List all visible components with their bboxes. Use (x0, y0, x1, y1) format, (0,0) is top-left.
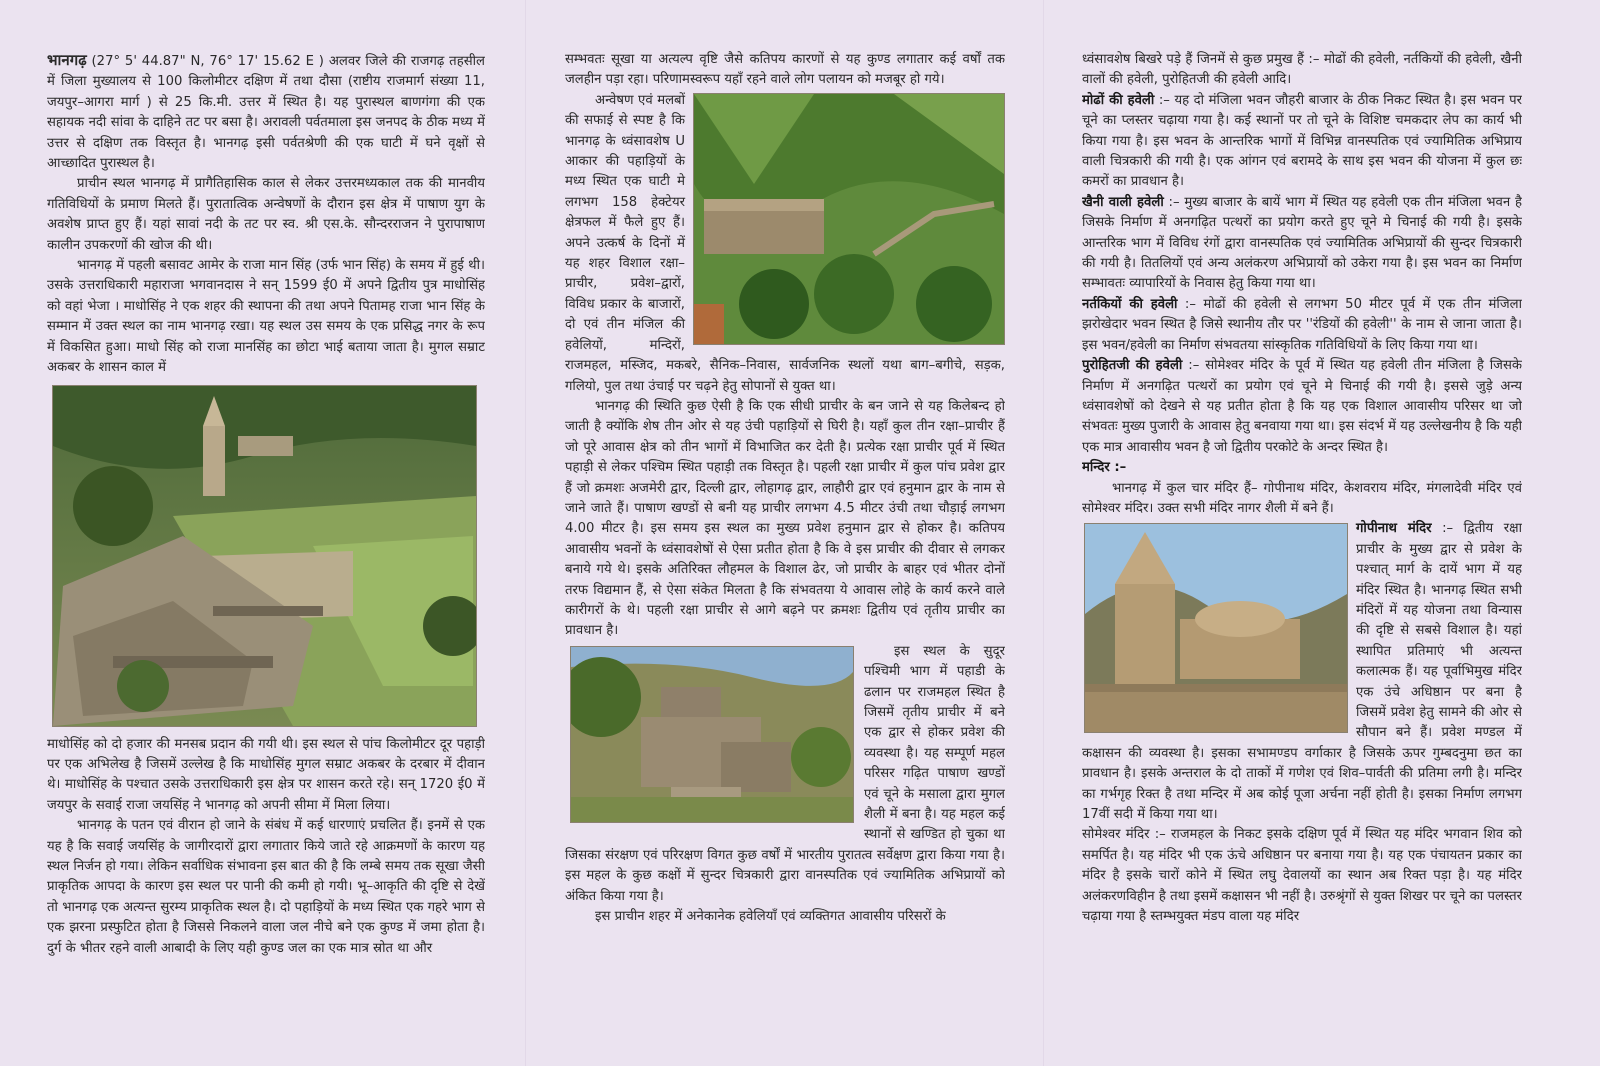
haveli-ruins-photo (570, 646, 854, 823)
paragraph: सोमेश्वर मंदिर :– राजमहल के निकट इसके दक्षिण पूर्व में स्थित यह मंदिर भगवान शिव को समर्पित है। यह मंदिर भी एक ऊंचे अधिष्ठान पर बनाया गया है। यह एक पंचायतन प्रकार का मंदिर है इसके चारों कोने में स्थित लघु देवालयों का स्थान अब रिक्त पड़ा है। यह मंदिर अलंकरणविहीन है तथा इसमें कक्षासन भी नहीं है। उरुश्रृंगों से युक्त शिखर पर चूने का पलस्तर चढ़ाया गया है स्तम्भयुक्त मंडप वाला यह मंदिर (1082, 827, 1522, 925)
coordinates: (27° 5' 44.87" N, 76° 17' 15.62 E ) (91, 54, 324, 69)
paragraph: माधोसिंह को दो हजार की मनसब प्रदान की गयी थी। इस स्थल से पांच किलोमीटर दूर पहाड़ी पर एक अभिलेख है जिसमें उल्लेख है कि माधोसिंह मुगल सम्राट अकबर के दरबार में दीवान थे। माधोसिंह के पश्चात उसके उत्तराधिकारी इस क्षेत्र पर शासन करते रहे। सन् 1720 ई0 में जयपुर के सवाई राजा जयसिंह ने भानगढ़ को अपनी सीमा में मिला लिया। (47, 736, 485, 813)
section-heading: मन्दिर :– (1082, 460, 1127, 476)
paragraph: गोपीनाथ मंदिर :– द्वितीय रक्षा प्राचीर के मुख्य द्वार से प्रवेश के पश्चात् मार्ग के दायें भाग में यह मंदिर स्थित है। भानगढ़ स्थित सभी मंदिरों में यह योजना तथा विन्यास की दृष्टि से सबसे विशाल है। यहां स्थापित प्रतिमाएं भी अत्यन्त कलात्मक हैं। यह पूर्वाभिमुख मंदिर एक उंचे अधिष्ठान पर बना है जिसमें प्रवेश हेतु सामने की ओर से सौपान बने हैं। प्रवेश मण्डल में कक्षासन की व्यवस्था है। इसका सभामण्डप वर्गाकार है जिसके ऊपर गुम्बदनुमा छत का प्रावधान है। इसके अन्तराल के दो ताकों में गणेश एवं शिव–पार्वती की प्रतिमा लगी है। मन्दिर का गर्भगृह रिक्त है तथा मन्दिर में अब कोई पूजा अर्चना नहीं होती है। इसका निर्माण लगभग 17वीं सदी में किया गया था। (1082, 521, 1522, 823)
gopinath-temple-photo (1084, 523, 1348, 733)
paragraph (1082, 458, 1522, 478)
column-3 (1082, 50, 1522, 1010)
palace-hillside-photo (693, 93, 1005, 345)
section-heading: मोढों की हवेली (1082, 92, 1155, 108)
section-heading: पुरोहितजी की हवेली (1082, 358, 1183, 374)
column-2 (565, 50, 1005, 1010)
paragraph: पुरोहितजी की हवेली :– सोमेश्वर मंदिर के पूर्व में स्थित यह हवेली तीन मंजिला है जिसके निर्माण में अनगढ़ित पत्थरों का प्रयोग एवं चूने मे चिनाई की गयी है। इससे जुड़े अन्य ध्वंसावशेषों को देखने से यह प्रतीत होता है कि यह एक विशाल आवासीय परिसर था जो संभवतः मुख्य पुजारी के आवास हेतु बनवाया गया था। इस संदर्भ में यह उल्लेखनीय है कि यही एक मात्र आवासीय भवन है जो द्वितीय परकोटे के अन्दर स्थित है। (1082, 358, 1522, 455)
section-heading: नर्तकियों की हवेली (1082, 296, 1178, 312)
article-title: भानगढ़ (47, 51, 87, 69)
paragraph: भानगढ़ में कुल चार मंदिर हैं– गोपीनाथ मंदिर, केशवराय मंदिर, मंगलादेवी मंदिर एवं सोमेश्वर मंदिर। उक्त सभी मंदिर नागर शैली में बने हैं। (1082, 480, 1522, 516)
column-gutter (525, 0, 526, 1066)
paragraph: प्राचीन स्थल भानगढ़ में प्रागैतिहासिक काल से लेकर उत्तरमध्यकाल तक की मानवीय गतिविधियों के प्रमाण मिलते हैं। पुरातात्विक अन्वेषणों के दौरान इस क्षेत्र में पाषाण युग के अवशेष प्राप्त हुए हैं। यहां सावां नदी के तट पर स्व. श्री एस.के. सौन्दरराजन ने पुरापाषाण कालीन उपकरणों की खोज की थी। (47, 176, 485, 253)
paragraph: इस स्थल के सुदूर पश्चिमी भाग में पहाडी के ढलान पर राजमहल स्थित है जिसमें तृतीय प्राचीर में बने एक द्वार से होकर प्रवेश की व्यवस्था है। यह सम्पूर्ण महल परिसर गढ़ित पाषाण खण्डों एवं चूने के मसाला द्वारा मुगल शैली में बना है। यह महल कई स्थानों से खण्डित हो चुका था जिसका संरक्षण एवं परिरक्षण विगत कुछ वर्षों में भारतीय पुरातत्व सर्वेक्षण द्वारा किया गया है। इस महल के कुछ कक्षों में सुन्दर चित्रकारी द्वारा वानस्पतिक एवं ज्यामितिक अभिप्रायों को अंकित किया गया है। (565, 642, 1005, 907)
column-gutter (1043, 0, 1044, 1066)
paragraph: नर्तकियों की हवेली :– मोढों की हवेली से लगभग 50 मीटर पूर्व में एक तीन मंजिला झरोखेदार भवन स्थित है जिसे स्थानीय तौर पर ''रंडियों की हवेली'' के नाम से जाना जाता है। इस भवन/हवेली का निर्माण संभवतया सांस्कृतिक गतिविधियों के लिए किया गया था। (1082, 296, 1522, 353)
paragraph: खैनी वाली हवेली :– मुख्य बाजार के बायें भाग में स्थित यह हवेली एक तीन मंजिला भवन है जिसके निर्माण में अनगढ़ित पत्थरों का प्रयोग करते हुए चूने मे चिनाई की गयी है। इसके आन्तरिक भाग में विविध रंगों द्वारा वानस्पतिक एवं ज्यामितिक अभिप्रायों की सुन्दर चित्रकारी की गयी है। तितलियों एवं अन्य अलंकरण अभिप्रायों को उकेरा गया है। इस भवन का निर्माण सम्भावतः व्यापारियों के निवास हेतु किया गया था। (1082, 194, 1522, 292)
paragraph: इस प्राचीन शहर में अनेकानेक हवेलियाँ एवं व्यक्तिगत आवासीय परिसरों के (595, 909, 946, 925)
paragraph: मोढों की हवेली :– यह दो मंजिला भवन जौहरी बाजार के ठीक निकट स्थित है। इस भवन पर चूने का प्लस्तर चढ़ाया गया है। कई स्थानों पर तो चूने के विशिष्ट चमकदार लेप का कार्य भी किया गया है। इस भवन के आन्तरिक भागों में विभिन्न वानस्पतिक एवं ज्यामितिक अभिप्राय वाली चित्रकारी की गयी है। एक आंगन एवं बरामदे के साथ इस भवन की योजना में कुल छः कमरों का प्रावधान है। (1082, 92, 1522, 190)
paragraph: अन्वेषण एवं मलबों की सफाई से स्पष्ट है कि भानगढ़ के ध्वंसावशेष U आकार की पहाड़ियों के मध्य स्थित एक घाटी मे लगभग 158 हेक्टेयर क्षेत्रफल में फैले हुए हैं। अपने उत्कर्ष के दिनों में यह शहर विशाल रक्षा–प्राचीर, प्रवेश–द्वारों, विविध प्रकार के बाजारों, दो एवं तीन मंजिल की हवेलियों, मन्दिरों, राजमहल, मस्जिद, मकबरे, सैनिक–निवास, सार्वजनिक स्थलों यथा बाग–बगीचे, सड़क, गलियो, पुल तथा उंचाई पर चढ़ने हेतु सोपानों से युक्त था। (565, 92, 1005, 394)
paragraph: सम्भवतः सूखा या अत्यल्प वृष्टि जैसे कतिपय कारणों से यह कुण्ड लगातार कई वर्षों तक जलहीन पड़ा रहा। परिणामस्वरूप यहाँ रहने वाले लोग पलायन को मजबूर हो गये। (565, 52, 1005, 88)
paragraph: भानगढ़ के पतन एवं वीरान हो जाने के संबंध में कई धारणाएं प्रचलित हैं। इनमें से एक यह है कि सवाई जयसिंह के जागीरदारों द्वारा लगातार किये जाते रहे आक्रमणों के कारण यह स्थल निर्जन हो गया। लेकिन सर्वाधिक संभावना इस बात की है कि लम्बे समय तक सूखा जैसी प्राकृतिक आपदा के कारण इस स्थल पर पानी की कमी हो गयी। भू–आकृति की दृष्टि से देखें तो भानगढ़ एक अत्यन्त सुरम्य प्राकृतिक स्थल है। दो पहाड़ियों के मध्य स्थित एक गहरे भाग से एक झरना प्रस्फुटित होता है जिससे निकलने वाला जल नीचे बने एक कुण्ड में जमा होता है। दुर्ग के भीतर रहने वाली आबादी के लिए यही कुण्ड जल का एक मात्र स्रोत था और (47, 818, 485, 956)
column-1 (47, 50, 485, 1010)
paragraph: भानगढ़ (27° 5' 44.87" N, 76° 17' 15.62 E ) अलवर जिले की राजगढ़ तहसील में जिला मुख्यालय से 100 किलोमीटर दक्षिण में तथा दौसा (राष्टीय राजमार्ग संख्या 11, जयपुर–आगरा मार्ग ) से 25 कि.मी. उत्तर में स्थित है। यह पुरास्थल बाणगंगा की एक सहायक नदी सांवा के दाहिने तट पर बसा है। अरावली पर्वतमाला इस जनपद के ठीक मध्य में उत्तर से दक्षिण तक विस्तृत है। भानगढ़ इसी पर्वतश्रेणी की एक घाटी में घने वृक्षों से आच्छादित पुरास्थल है। (47, 51, 485, 172)
section-heading: खैनी वाली हवेली (1082, 194, 1164, 210)
bhangarh-ruins-aerial-photo (52, 385, 477, 727)
paragraph: ध्वंसावशेष बिखरे पड़े हैं जिनमें से कुछ प्रमुख हैं :– मोढों की हवेली, नर्तकियों की हवेली, खैनी वालों की हवेली, पुरोहितजी की हवेली आदि। (1082, 52, 1522, 88)
section-heading: गोपीनाथ मंदिर (1356, 521, 1432, 537)
paragraph: भानगढ़ की स्थिति कुछ ऐसी है कि एक सीधी प्राचीर के बन जाने से यह किलेबन्द हो जाती है क्योंकि शेष तीन ओर से यह उंची पहाड़ियों से घिरी है। यहाँ कुल तीन रक्षा–प्राचीर हैं जो पूरे आवास क्षेत्र को तीन भागों में विभाजित कर देती है। प्रत्येक रक्षा प्राचीर पूर्व में स्थित पहाड़ी से लेकर पश्चिम स्थित पहाड़ी तक विस्तृत है। पहली रक्षा प्राचीर में कुल पांच प्रवेश द्वार हैं जो क्रमशः अजमेरी द्वार, दिल्ली द्वार, लोहागढ़ द्वार, लाहौरी द्वार एवं हनुमान द्वार के नाम से जाने जाते हैं। पाषाण खण्डों से बनी यह प्राचीर लगभग 4.5 मीटर उंची तथा चौड़ाई लगभग 4.00 मीटर है। इस समय इस स्थल का मुख्य प्रवेश हनुमान द्वार से होकर है। कतिपय आवासीय भवनों के ध्वंसावशेषों से ऐसा प्रतीत होता है कि वे इस प्राचीर की दीवार से लगकर बनाये गये थे। इसके अतिरिक्त लौहमल के विशाल ढेर, जो प्राचीर के बाहर एवं भीतर दोनों तरफ विद्यमान हैं, से ऐसा संकेत मिलता है कि संभवतया ये आवास लोहे के कार्य करने वाले कारीगरों के थे। पहली रक्षा प्राचीर से आगे बढ़ने पर क्रमशः द्वितीय एवं तृतीय प्राचीर का प्रावधान है। (565, 398, 1005, 639)
paragraph: भानगढ़ में पहली बसावट आमेर के राजा मान सिंह (उर्फ भान सिंह) के समय में हुई थी। उसके उत्तराधिकारी महाराजा भगवानदास ने सन् 1599 ई0 में अपने द्वितीय पुत्र माधोसिंह को वहां भेजा । माधोसिंह ने एक शहर की स्थापना की तथा अपने पितामह राजा भान सिंह के सम्मान में उक्त स्थल का नाम भानगढ़ रखा। यह स्थल उस समय के एक प्रसिद्ध नगर के रूप में विकसित हुआ। माधो सिंह को राजा मानसिंह का छोटा भाई बताया जाता है। मुगल सम्राट अकबर के शासन काल में (47, 258, 485, 376)
